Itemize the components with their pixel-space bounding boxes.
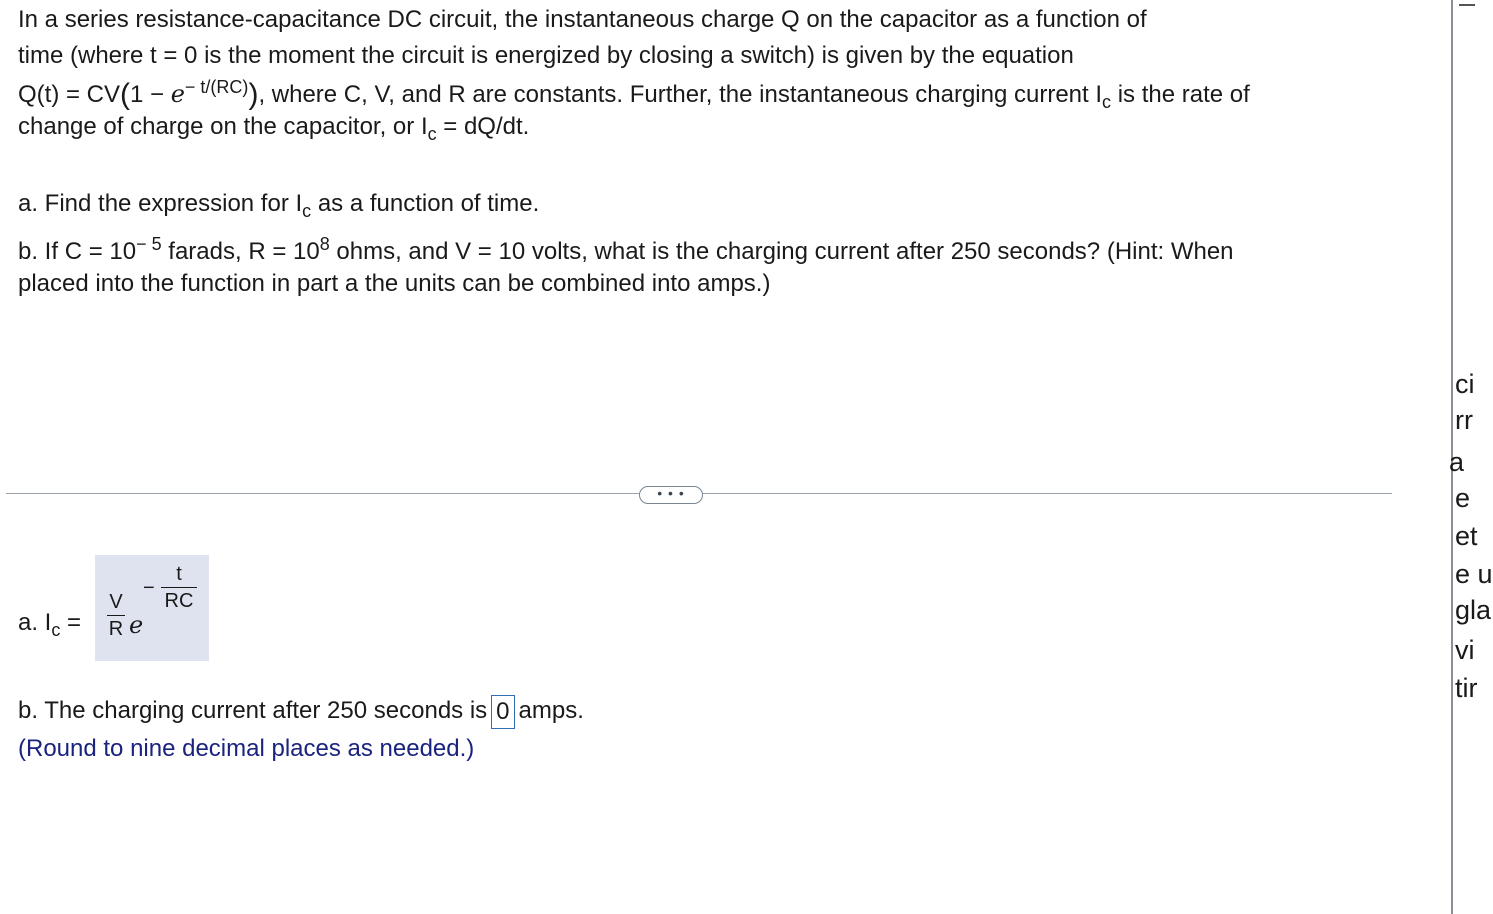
exponent-fraction: t RC <box>161 563 197 612</box>
side-panel[interactable] <box>1449 0 1493 914</box>
part-b-prompt-line-2: placed into the function in part a the units can be combined into amps.) <box>18 270 771 297</box>
answer-a-label: a. $I_c$ = <box>18 609 82 640</box>
answer-b <box>18 692 584 768</box>
panel-text-fragment: a <box>1449 447 1465 477</box>
answer-b-sentence: b. The charging current after 250 seconds is 0 amps. <box>18 692 584 730</box>
expand-more-button[interactable]: • • • <box>639 486 703 504</box>
panel-text-fragment: ci <box>1455 369 1475 399</box>
intro-line-2: time (where t = 0 is the moment the circuit is energized by closing a switch) is given by the equation <box>18 42 1074 69</box>
panel-text-fragment: et <box>1455 521 1478 551</box>
panel-text-fragment: e <box>1455 483 1471 513</box>
current-definition: change of charge on the capacitor, or $I_c = dQ/dt$. <box>18 113 530 144</box>
answer-b-input[interactable]: 0 <box>491 695 514 729</box>
charge-equation: $Q(t) = CV(1 - e^{- t/(RC)})$, where C, V, and R are constants. Further, the instantaneous charging current $I_c$ is the rate of <box>18 77 1250 112</box>
panel-text-fragment: rr <box>1455 405 1473 435</box>
panel-top-fragment <box>1459 0 1475 6</box>
v-over-r-fraction: V R <box>108 591 124 640</box>
rounding-hint: (Round to nine decimal places as needed.) <box>18 735 475 762</box>
part-a-prompt: a. Find the expression for $I_c$ as a function of time. <box>18 190 540 221</box>
part-b-prompt: b. If $C = 10^{- 5}$ farads, $R = 10^8$ ohms, and V = 10 volts, what is the charging current after 250 seconds? (Hint: When <box>18 234 1234 265</box>
panel-text-fragment: tir <box>1455 673 1478 703</box>
panel-text-fragment: vi <box>1455 635 1475 665</box>
exponential-base: e <box>129 611 144 639</box>
intro-line-1: In a series resistance-capacitance DC circuit, the instantaneous charge Q on the capacitor as a function of <box>18 6 1147 33</box>
answer-a-formula[interactable] <box>95 555 209 661</box>
panel-text-fragment: gla <box>1455 595 1492 625</box>
question-text <box>18 4 1438 300</box>
exponent-sign: − <box>143 577 155 599</box>
panel-text-fragment: e u <box>1455 559 1493 589</box>
